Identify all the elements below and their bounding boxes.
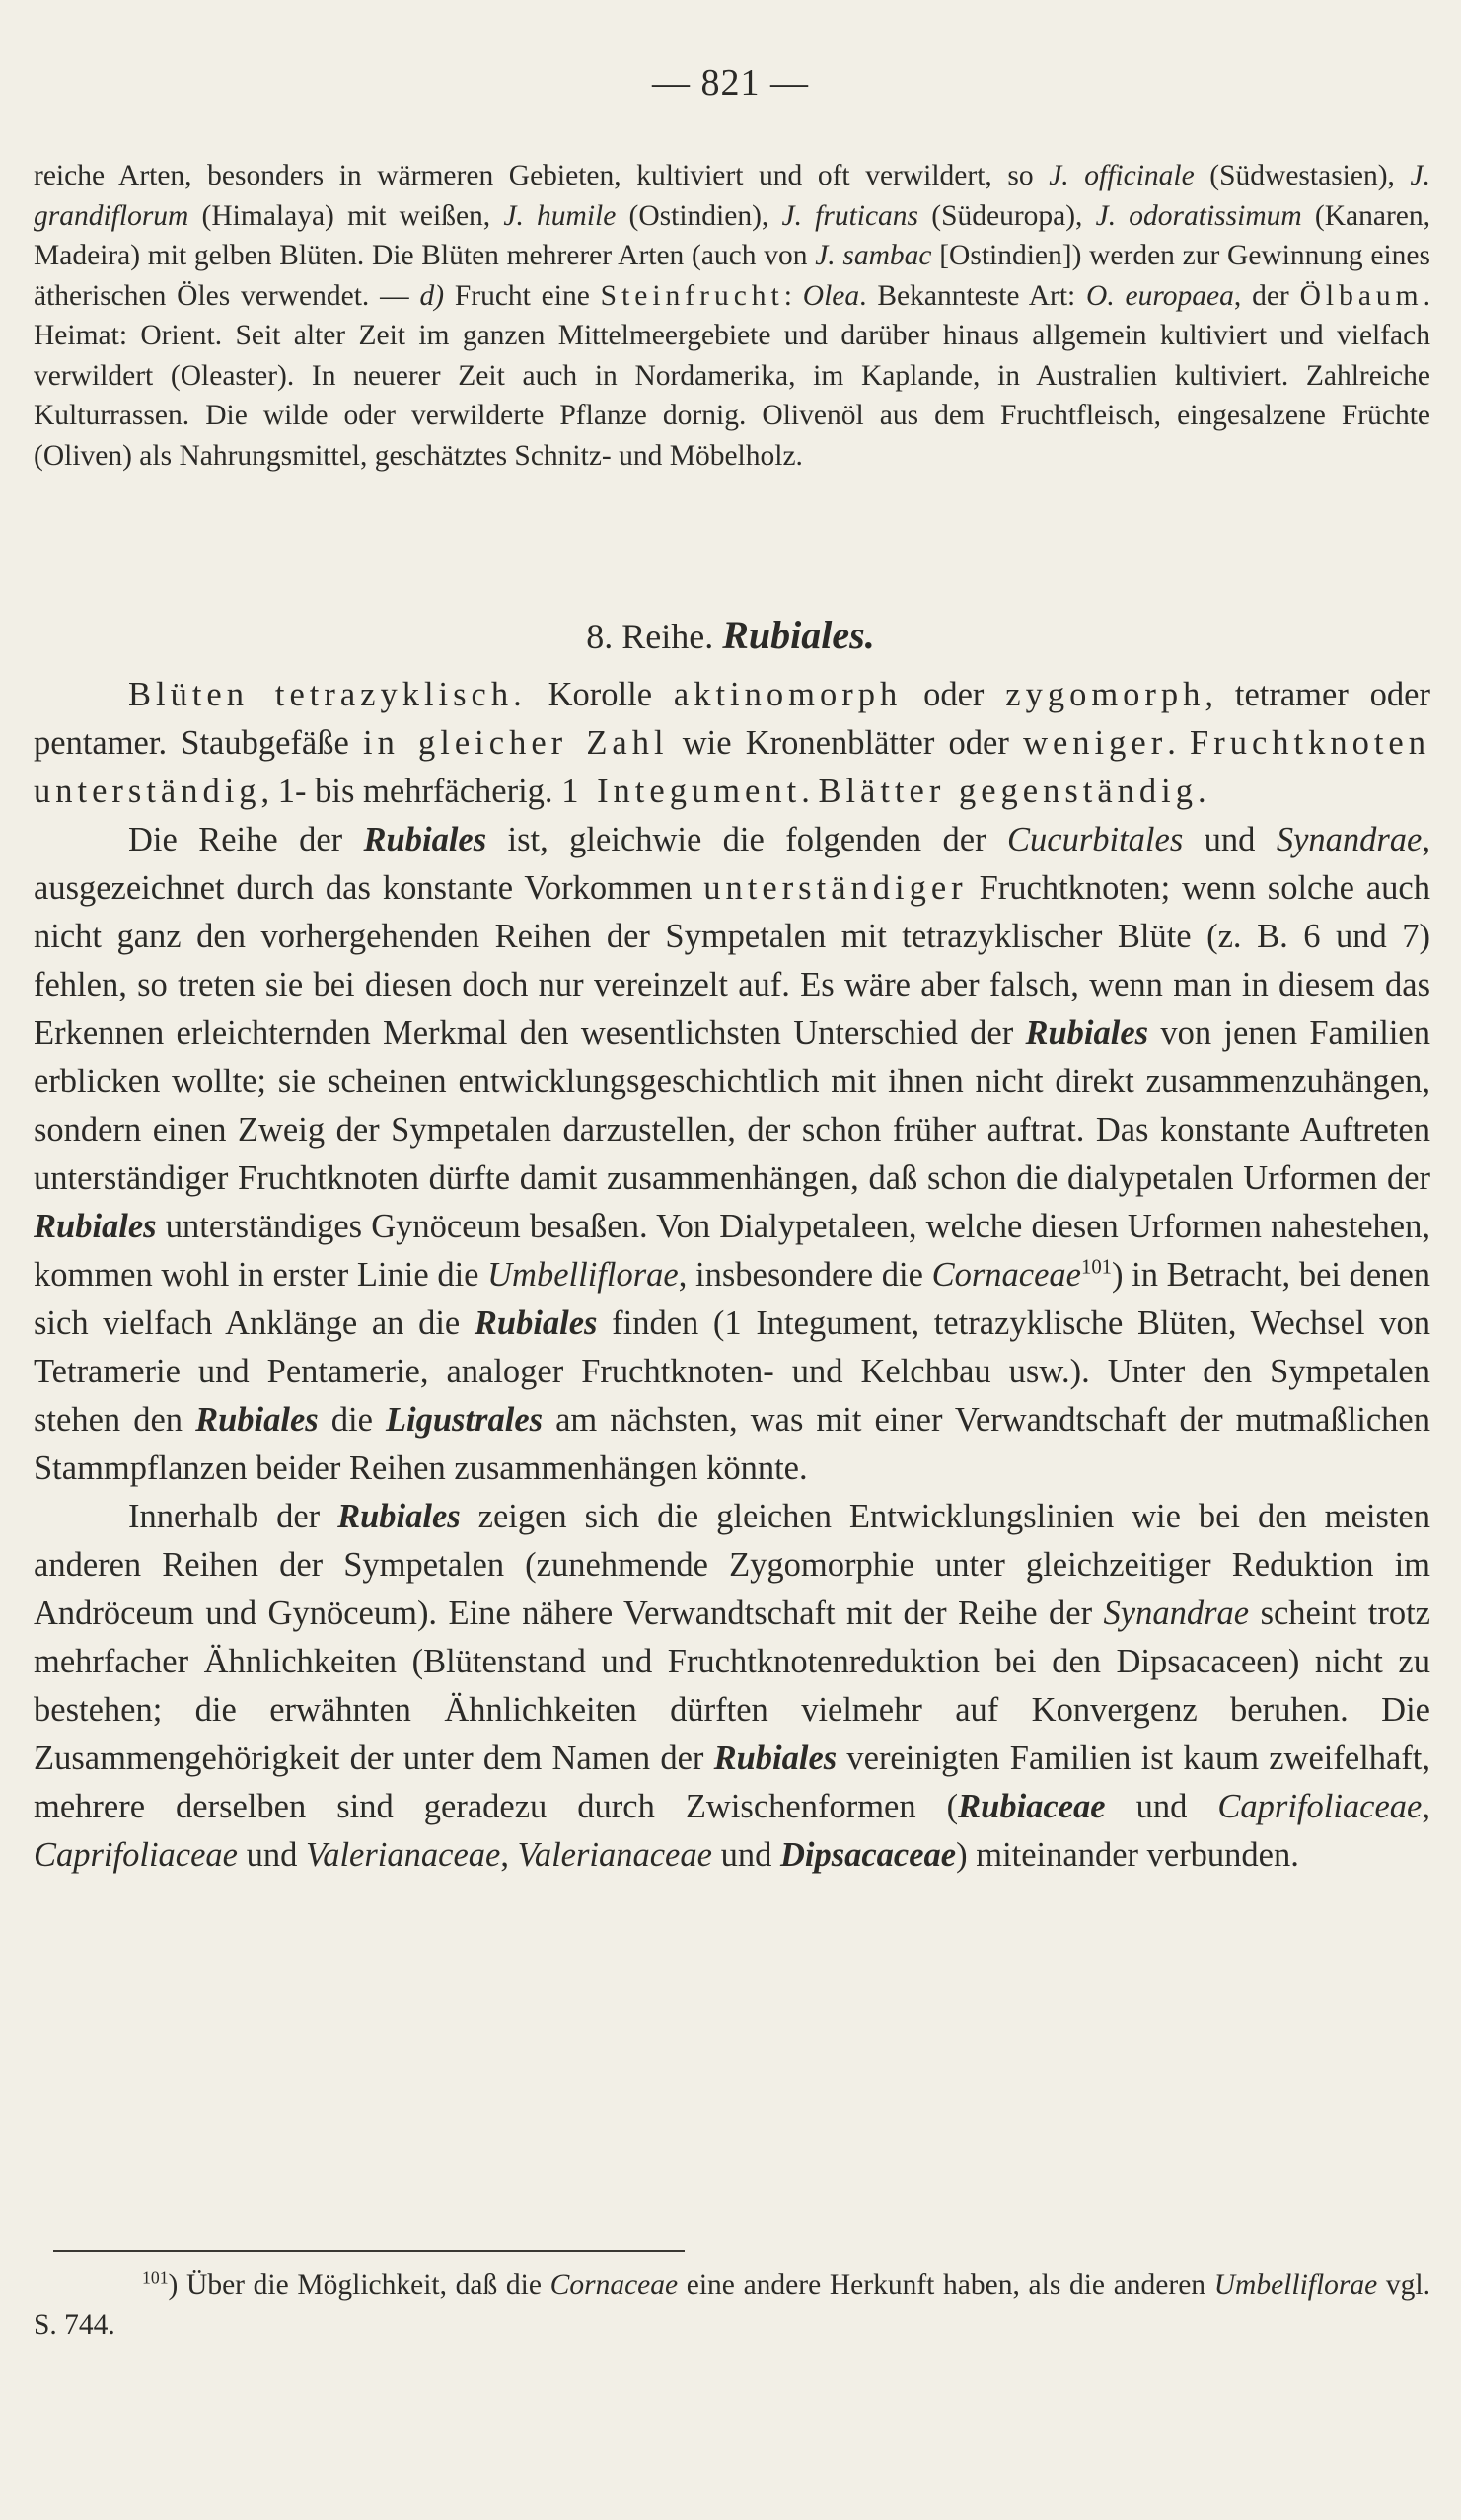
footnote-divider (53, 2250, 685, 2252)
taxon-name: J. sambac (815, 240, 932, 271)
footnote-reference: 101 (1080, 1256, 1113, 1279)
taxon-name: J. odoratissimum (1095, 199, 1302, 232)
section-title: Rubiales. (722, 613, 875, 657)
olea-jasminum-paragraph: reiche Arten, besonders in wärmeren Gebieten, kultiviert und oft verwildert, so J. officinale (Südwestasien), J. grandiflorum (Himalaya) mit weißen, J. humile (Ostindien), J. fruticans (Südeuropa), J. odoratissimum (Kanaren, Madeira) mit gelben Blüten. Die Blüten mehrerer Arten (auch von J. sambac [Ostindien]) werden zur Gewinnung eines ätherischen Öles verwendet. — d) Frucht eine Steinfrucht: Olea. Bekannteste Art: O. europaea, der Ölbaum. Heimat: Orient. Seit alter Zeit im ganzen Mittelmeergebiete und darüber hinaus allgemein kultiviert und vielfach verwildert (Oleaster). In neuerer Zeit auch in Nordamerika, im Kaplande, in Australien kultiviert. Zahlreiche Kulturrassen. Die wilde oder verwilderte Pflanze dornig. Olivenöl aus dem Fruchtfleisch, eingesalzene Früchte (Oliven) als Nahrungsmittel, geschätztes Schnitz- und Möbelholz. (34, 160, 1431, 472)
taxon-name: Olea (802, 279, 860, 312)
taxon-name: J. humile (503, 199, 617, 232)
footnote (34, 2265, 1430, 2344)
footnote-101: $^{101}$) Über die Möglichkeit, daß die Cornaceae eine andere Herkunft haben, als die anderen Umbelliflorae vgl. S. 744. (34, 2267, 1430, 2340)
diagnosis-paragraph: Blüten tetrazyklisch. Korolle aktinomorph oder zygomorph, tetramer oder pentamer. Staubgefäße in gleicher Zahl wie Kronenblätter oder weniger. Fruchtknoten unterständig, 1- bis mehrfächerig. 1 Integument. Blätter gegenständig. (34, 676, 1430, 810)
section-heading: 8. Reihe. Rubiales. (586, 613, 875, 657)
taxon-name: J. grandiflorum (34, 160, 1430, 232)
body-paragraph-1: Die Reihe der Rubiales ist, gleichwie die folgenden der Cucurbitales und Synandrae, ausgezeichnet durch das konstante Vorkommen unterständiger Fruchtknoten; wenn solche auch nicht ganz den vorhergehenden Reihen der Sympetalen mit tetrazyklischer Blüte (z. B. 6 und 7) fehlen, so treten sie bei diesen doch nur vereinzelt auf. Es wäre aber falsch, wenn man in diesem das Erkennen erleichternden Merkmal den wesentlichsten Unterschied der Rubiales von jenen Familien erblicken wollte; sie scheinen entwicklungsgeschichtlich mit ihnen nicht direkt zusammenzuhängen, sondern einen Zweig der Sympetalen darzustellen, der schon früher auftrat. Das konstante Auftreten unterständiger Fruchtknoten dürfte damit zusammenhängen, daß schon die dialypetalen Urformen der Rubiales unterständiges Gynöceum besaßen. Von Dialypetaleen, welche diesen Urformen nahestehen, kommen wohl in erster Linie die Umbelliflorae, insbesondere die Cornaceae$^{101}$) in Betracht, bei denen sich vielfach Anklänge an die Rubiales finden (1 Integument, tetrazyklische Blüten, Wechsel von Tetramerie und Pentamerie, analoger Fruchtknoten- und Kelchbau usw.). Unter den Sympetalen stehen den Rubiales die Ligustrales am nächsten, was mit einer Verwandtschaft der mutmaßlichen Stammpflanzen beider Reihen zusammenhängen könnte. (34, 821, 1431, 1487)
footnote-number: 101 (142, 2267, 169, 2288)
page-number: — 821 — (652, 62, 809, 104)
body-paragraph-2: Innerhalb der Rubiales zeigen sich die gleichen Entwicklungslinien wie bei den meisten anderen Reihen der Sympetalen (zunehmende Zygomorphie unter gleichzeitiger Reduktion im Andröceum und Gynöceum). Eine nähere Verwandtschaft mit der Reihe der Synandrae scheint trotz mehrfacher Ähnlichkeiten (Blütenstand und Fruchtknotenreduktion bei den Dipsacaceen) nicht zu bestehen; die erwähnten Ähnlichkeiten dürften vielmehr auf Konvergenz beruhen. Die Zusammengehörigkeit der unter dem Namen der Rubiales vereinigten Familien ist kaum zweifelhaft, mehrere derselben sind geradezu durch Zwischenformen (Rubiaceae und Caprifoliaceae, Caprifoliaceae und Valerianaceae, Valerianaceae und Dipsacaceae) miteinander verbunden. (34, 1498, 1430, 1874)
taxon-name: J. officinale (1049, 160, 1195, 191)
main-text (34, 671, 1430, 1880)
top-paragraph (34, 156, 1430, 476)
taxon-name: O. europaea (1086, 279, 1234, 312)
taxon-name: J. fruticans (781, 199, 919, 232)
